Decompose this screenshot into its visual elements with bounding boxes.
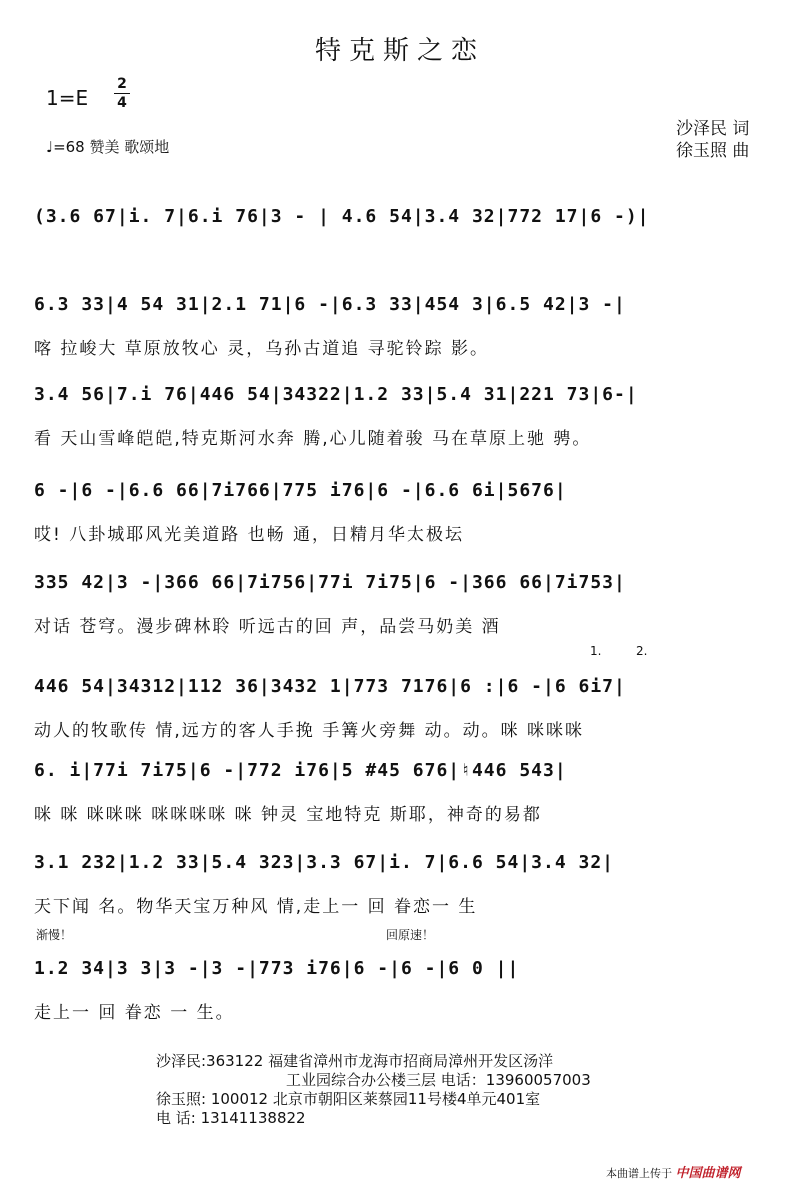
lyrics-line: 天下闻 名。物华天宝万种风 情,走上一 回 眷恋一 生 [34, 897, 478, 917]
credits [676, 118, 749, 162]
notation-line: 6. i|77i 7i75|6 -|772 i76|5 #45 676|♮446 543| [34, 760, 567, 781]
time-signature-bottom: 4 [117, 95, 127, 111]
lyricist-credit: 沙泽民 词 [676, 119, 750, 139]
contact-line: 电 话: 13141138822 [156, 1109, 306, 1127]
slow-down-marking: 渐慢！ [36, 928, 73, 942]
key-signature: 1=E [46, 86, 89, 110]
tempo-marking: ♩=68 赞美 歌颂地 [46, 138, 170, 156]
lyrics-line: 咪 咪 咪咪咪 咪咪咪咪 咪 钟灵 宝地特克 斯耶，神奇的易都 [34, 805, 542, 825]
notation-line: 3.1 232|1.2 33|5.4 323|3.3 67|i. 7|6.6 54|3.4 32| [34, 852, 615, 873]
lyrics-line: 哎! 八卦城耶风光美道路 也畅 通，日精月华太极坛 [34, 525, 465, 545]
a-tempo-marking: 回原速！ [386, 928, 435, 942]
composer-credit: 徐玉照 曲 [676, 141, 750, 161]
contact-line: 沙泽民:363122 福建省漳州市龙海市招商局漳州开发区汤洋 [156, 1052, 554, 1070]
lyrics-line: 看 天山雪峰皑皑,特克斯河水奔 腾,心儿随着骏 马在草原上驰 骋。 [34, 429, 592, 449]
page-title: 特克斯之恋 [314, 36, 485, 66]
contact-info [156, 1052, 591, 1128]
lyrics-line: 对话 苍穹。漫步碑林聆 听远古的回 声，品尝马奶美 酒 [34, 617, 501, 637]
volta-1-label: 1. [590, 644, 602, 658]
upload-text: 本曲谱上传于 [606, 1167, 672, 1180]
lyrics-line: 喀 拉峻大 草原放牧心 灵，乌孙古道追 寻驼铃踪 影。 [34, 339, 490, 359]
lyrics-line: 走上一 回 眷恋 一 生。 [34, 1003, 235, 1023]
contact-line: 徐玉照: 100012 北京市朝阳区莱蔡园11号楼4单元401室 [156, 1090, 541, 1108]
notation-line: 1.2 34|3 3|3 -|3 -|773 i76|6 -|6 -|6 0 || [34, 958, 520, 979]
upload-credit [606, 1162, 741, 1181]
lyrics-line: 动人的牧歌传 情,远方的客人手挽 手篝火旁舞 动。动。咪 咪咪咪 [34, 721, 585, 741]
contact-line: 工业园综合办公楼三层 电话：13960057003 [286, 1071, 591, 1089]
time-signature-top: 2 [117, 76, 127, 92]
site-logo[interactable]: 中国曲谱网 [675, 1166, 741, 1181]
notation-line: 3.4 56|7.i 76|446 54|34322|1.2 33|5.4 31|221 73|6-| [34, 384, 638, 405]
notation-line: 335 42|3 -|366 66|7i756|77i 7i75|6 -|366 66|7i753| [34, 572, 626, 593]
notation-line: 446 54|34312|112 36|3432 1|773 7176|6 :|6 -|6 6i7| [34, 676, 626, 697]
volta-2-label: 2. [636, 644, 648, 658]
time-signature [114, 76, 130, 111]
notation-line: (3.6 67|i. 7|6.i 76|3 - | 4.6 54|3.4 32|772 17|6 -)| [34, 206, 650, 227]
notation-line: 6 -|6 -|6.6 66|7i766|775 i76|6 -|6.6 6i|5676| [34, 480, 567, 501]
notation-line: 6.3 33|4 54 31|2.1 71|6 -|6.3 33|454 3|6.5 42|3 -| [34, 294, 626, 315]
time-signature-bar [114, 93, 130, 94]
